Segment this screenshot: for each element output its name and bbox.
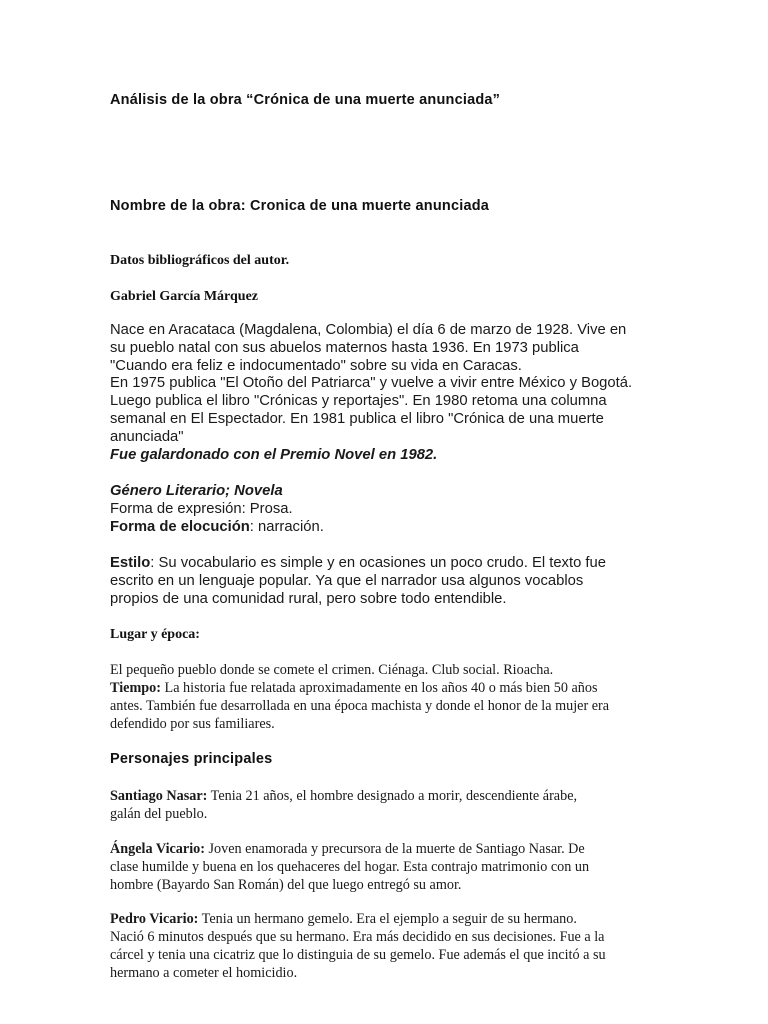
expression-line: Forma de expresión: Prosa. [110, 500, 293, 517]
character-angela [110, 840, 650, 894]
bio-heading: Datos bibliográficos del autor. [110, 253, 290, 268]
genre-section [110, 483, 670, 536]
bio-line: su pueblo natal con sus abuelos maternos hasta 1936. En 1973 publica [110, 339, 579, 356]
award-line: Fue galardonado con el Premio Novel en 1982. [110, 446, 438, 463]
style-line: propios de una comunidad rural, pero sobre todo entendible. [110, 590, 507, 607]
place-text: El pequeño pueblo donde se comete el crimen. Ciénaga. Club social. Rioacha. [110, 662, 554, 678]
character-text: Joven enamorada y precursora de la muerte de Santiago Nasar. De [204, 841, 585, 857]
bio-line: semanal en El Espectador. En 1981 publica el libro "Crónica de una muerte [110, 410, 604, 427]
time-line: antes. También fue desarrollada en una época machista y donde el honor de la mujer era [110, 698, 610, 714]
bio-line: "Cuando era feliz e indocumentado" sobre su vida en Caracas. [110, 357, 522, 374]
character-line: Nació 6 minutos después que su hermano. Era más decidido en sus decisiones. Fue a la [110, 929, 605, 945]
character-line: hermano a cometer el homicidio. [110, 965, 298, 981]
character-line: hombre (Bayardo San Román) del que luego entregó su amor. [110, 877, 462, 893]
bio-line: Nace en Aracataca (Magdalena, Colombia) el día 6 de marzo de 1928. Vive en [110, 322, 627, 338]
character-line: cárcel y tenia una cicatriz que lo distinguia de su gemelo. Fue además el que incitó a su [110, 947, 606, 963]
style-text: : Su vocabulario es simple y en ocasiones un poco crudo. El texto fue [150, 555, 606, 571]
author-name: Gabriel García Márquez [110, 289, 259, 304]
character-name: Ángela Vicario: [110, 841, 205, 857]
character-line: clase humilde y buena en los quehaceres del hogar. Esta contrajo matrimonio con un [110, 859, 590, 875]
place-time-section [110, 661, 650, 733]
elocution-value: : narración. [249, 518, 324, 535]
elocution-label: Forma de elocución [110, 518, 250, 535]
character-name: Santiago Nasar: [110, 788, 208, 804]
time-text: La historia fue relatada aproximadamente en los años 40 o más bien 50 años [160, 680, 598, 696]
elocution-line [110, 519, 670, 537]
bio-line: Luego publica el libro "Crónicas y reportajes". En 1980 retoma una columna [110, 393, 607, 410]
time-label: Tiempo: [110, 680, 161, 696]
style-label: Estilo [110, 555, 151, 571]
style-section [110, 555, 670, 608]
characters-heading: Personajes principales [110, 751, 273, 767]
time-line: defendido por sus familiares. [110, 716, 275, 732]
work-name-heading: Nombre de la obra: Cronica de una muerte anunciada [110, 198, 490, 214]
genre-line: Género Literario; Novela [110, 483, 283, 499]
document-title: Análisis de la obra “Crónica de una muerte anunciada” [110, 92, 501, 108]
character-text: Tenia un hermano gemelo. Era el ejemplo a seguir de su hermano. [198, 911, 577, 927]
character-line: galán del pueblo. [110, 806, 208, 822]
bio-line: anunciada" [110, 428, 184, 445]
style-line: escrito en un lenguaje popular. Ya que el narrador usa algunos vocablos [110, 572, 584, 589]
character-name: Pedro Vicario: [110, 911, 199, 927]
character-pedro [110, 910, 650, 982]
bio-line: En 1975 publica "El Otoño del Patriarca" y vuelve a vivir entre México y Bogotá. [110, 375, 633, 392]
character-text: Tenia 21 años, el hombre designado a morir, descendiente árabe, [207, 788, 578, 804]
character-santiago [110, 787, 650, 823]
bio-paragraph [110, 322, 670, 464]
place-heading: Lugar y época: [110, 627, 200, 642]
